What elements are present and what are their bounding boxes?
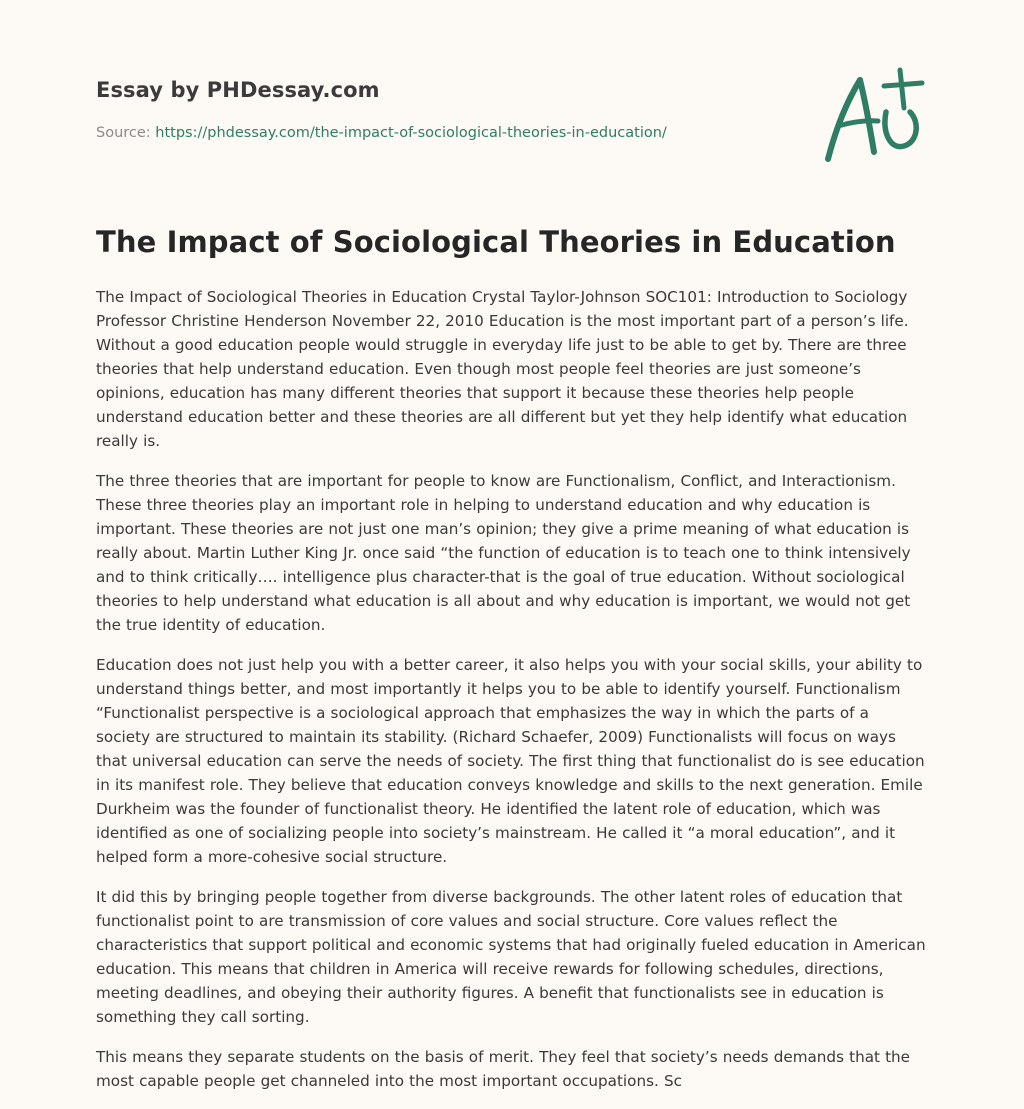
page-header: [96, 0, 928, 190]
source-line: [96, 125, 667, 141]
paragraph: The three theories that are important for people to know are Functionalism, Conflict, and Interactionism. These three theories play an important role in helping to understand education and why education is important. These theories are not just one man’s opinion; they give a prime meaning of what education is really about. Martin Luther King Jr. once said “the function of education is to teach one to think intensively and to think critically…. intelligence plus character-that is the goal of true education. Without sociological theories to help understand what education is all about and why education is important, we would not get the true identity of education.: [96, 472, 911, 634]
source-label: Source:: [96, 125, 156, 141]
source-link[interactable]: https://phdessay.com/the-impact-of-sociological-theories-in-education/: [155, 125, 667, 141]
essay-page: [96, 0, 928, 1090]
paragraph: This means they separate students on the basis of merit. They feel that society’s needs demands that the most capable people get channeled into the most important occupations. Sc: [96, 1048, 911, 1090]
paragraph: Education does not just help you with a better career, it also helps you with your social skills, your ability to understand things better, and most importantly it helps you to be able to identify yourself. Functionalism “Functionalist perspective is a sociological approach that emphasizes the way in which the parts of a society are structured to maintain its stability. (Richard Schaefer, 2009) Functionalists will focus on ways that universal education can serve the needs of society. The first thing that functionalist do is see education in its manifest role. They believe that education conveys knowledge and skills to the next generation. Emile Durkheim was the founder of functionalist theory. He identified the latent role of education, which was identified as one of socializing people into society’s mainstream. He called it “a moral education”, and it helped form a more-cohesive social structure.: [96, 656, 925, 866]
essay-body: [96, 285, 928, 1109]
paragraph: It did this by bringing people together from diverse backgrounds. The other latent roles of education that functionalist point to are transmission of core values and social structure. Core values reflect the characteristics that support political and economic systems that had originally fueled education in American education. This means that children in America will receive rewards for following schedules, directions, meeting deadlines, and obeying their authority figures. A benefit that functionalists see in education is something they call sorting.: [96, 888, 926, 1026]
document-title: The Impact of Sociological Theories in Education: [96, 225, 896, 259]
a-plus-logo-icon: [824, 66, 928, 166]
site-name: Essay by PHDessay.com: [96, 78, 380, 102]
paragraph: The Impact of Sociological Theories in Education Crystal Taylor-Johnson SOC101: Introduction to Sociology Professor Christine Henderson November 22, 2010 Education is the most important part of a person’s life. Without a good education people would struggle in everyday life just to be able to get by. There are three theories that help understand education. Even though most people feel theories are just someone’s opinions, education has many different theories that support it because these theories help people understand education better and these theories are all different but yet they help identify what education really is.: [96, 288, 909, 450]
